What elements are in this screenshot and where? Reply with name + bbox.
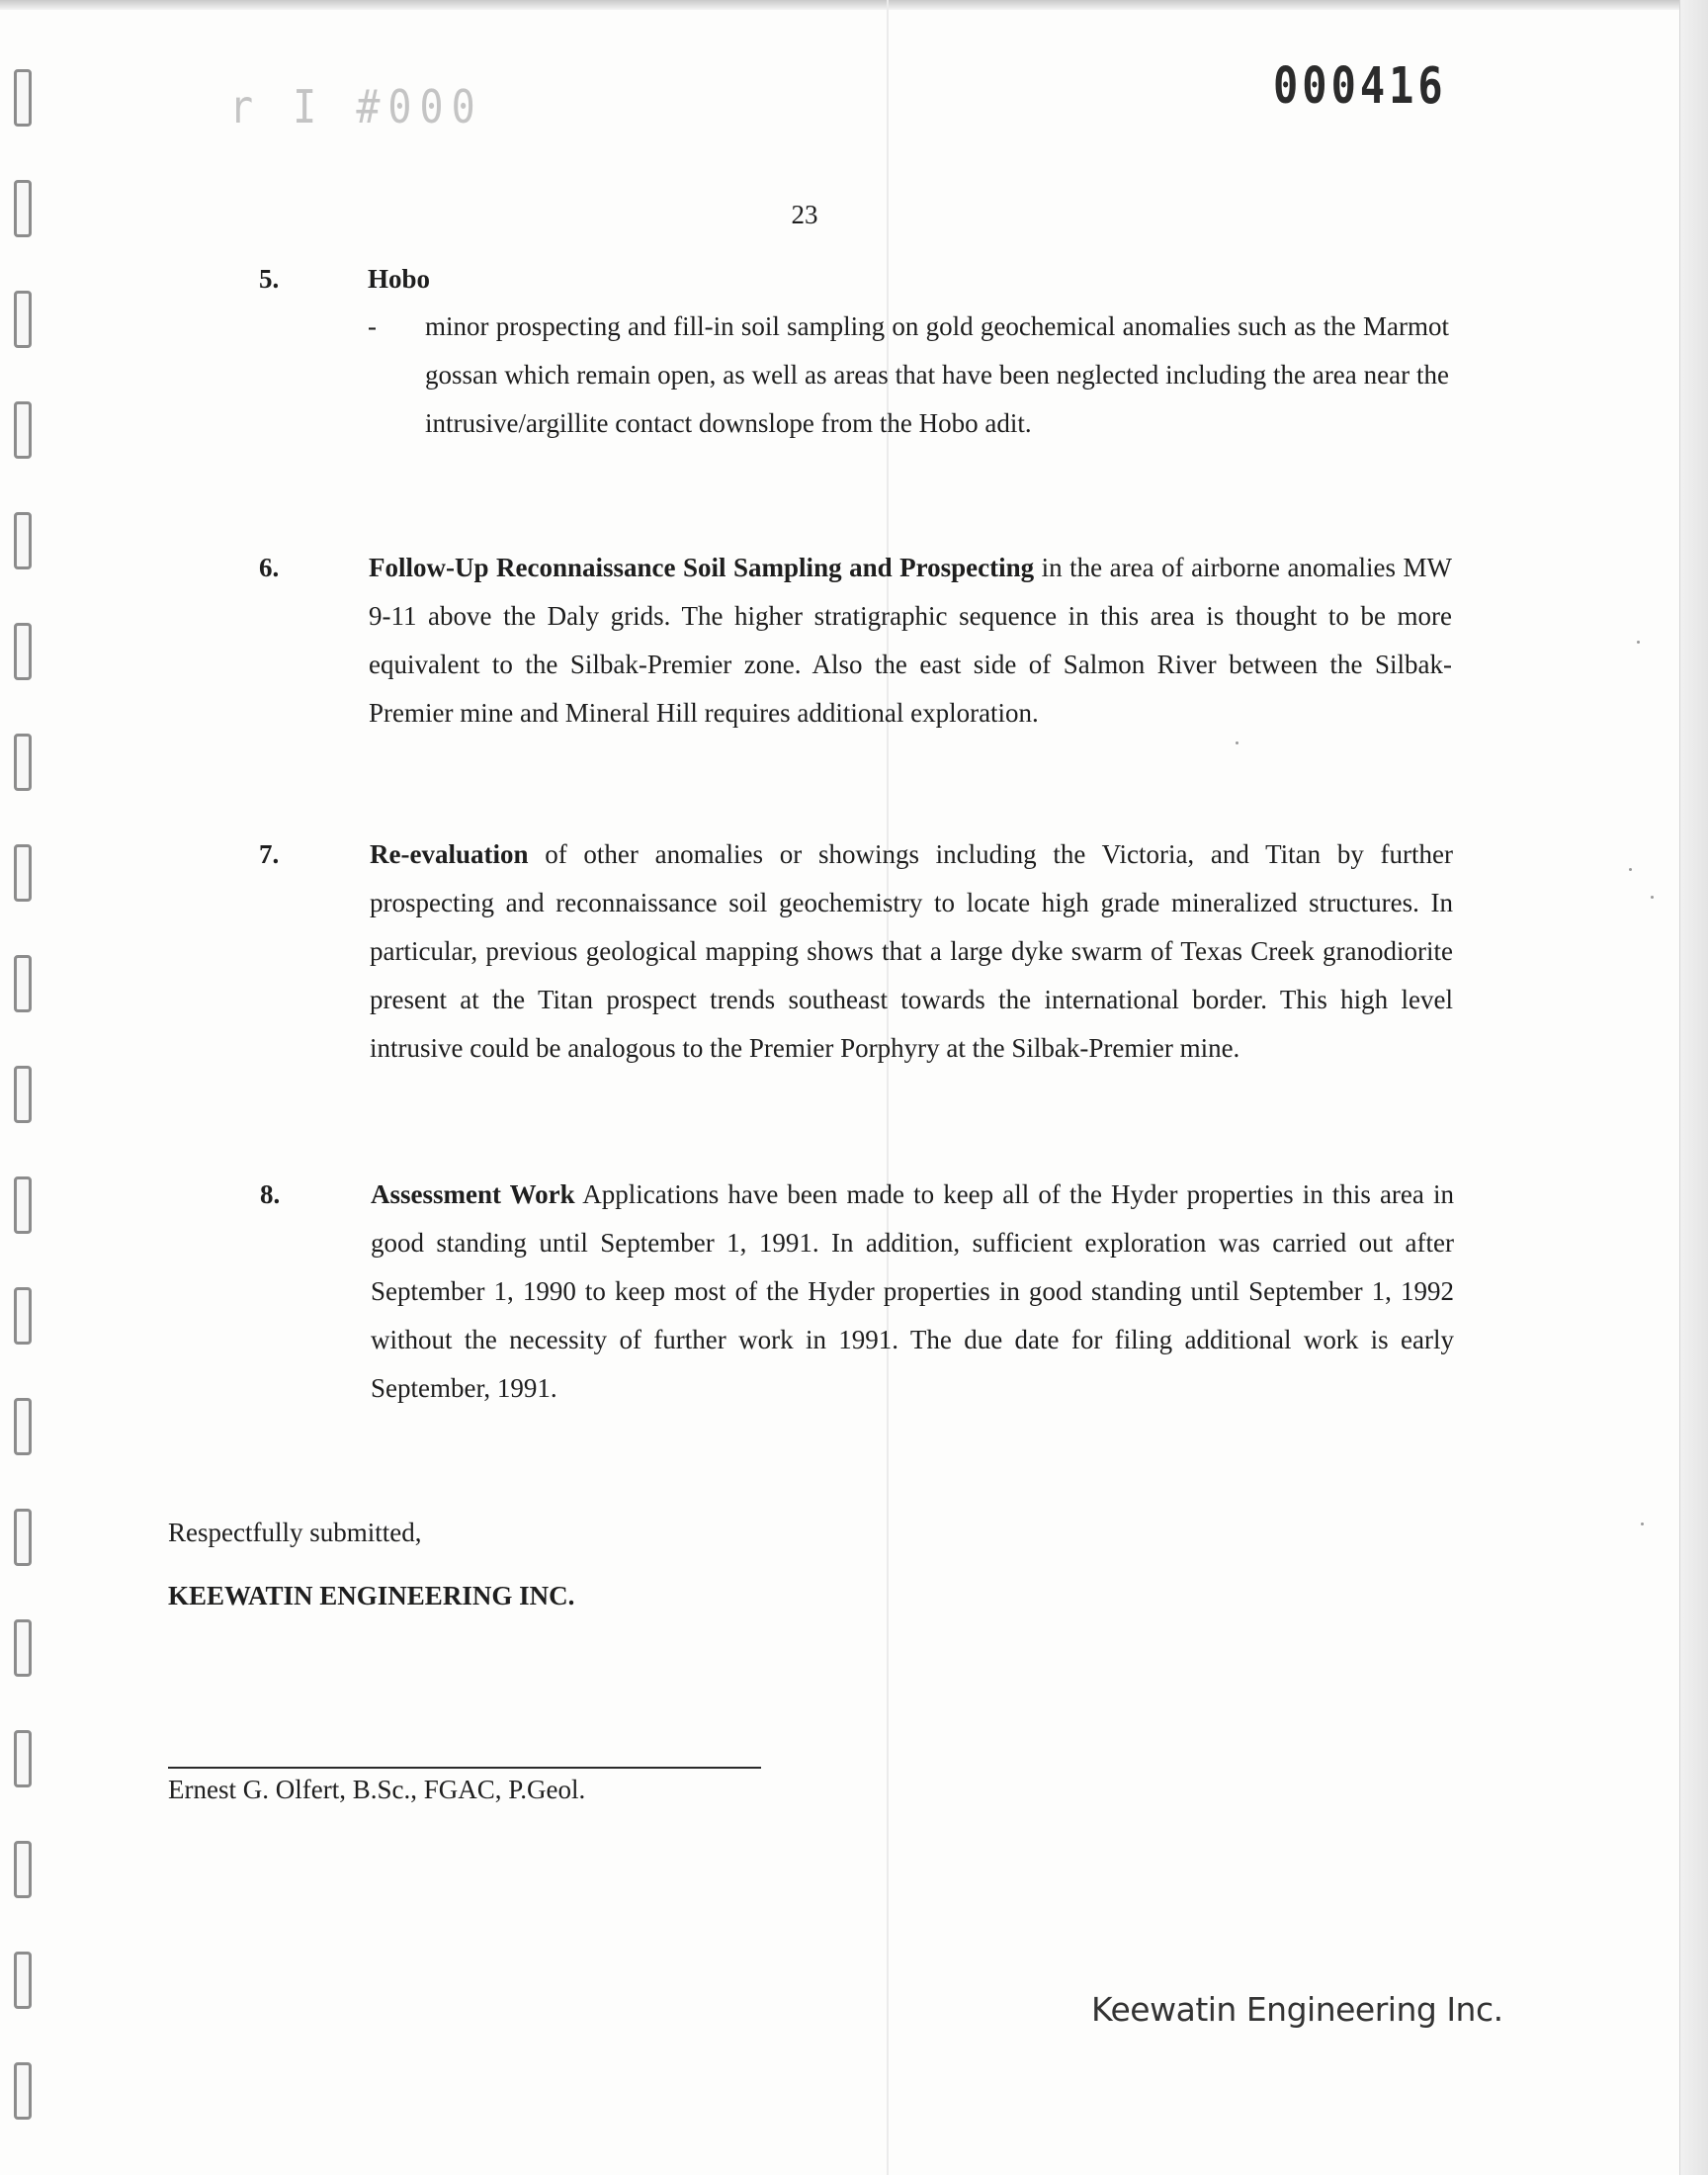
closing-salutation: Respectfully submitted, [168, 1518, 422, 1547]
paper-speck [1651, 896, 1654, 899]
item-heading: Re-evaluation [370, 839, 529, 869]
company-logo: Keewatin Engineering Inc. [1091, 1990, 1503, 2029]
binding-hole [14, 1952, 32, 2009]
spiral-binding [14, 69, 53, 2145]
item-text: in the area of airborne anomalies MW 9-11 above the Daly grids. The higher stratigraphic sequence in this area is thought to be more equivalent to the Silbak-Premier zone. Also the east side of Salmon River between the Silbak-Premier mine and Mineral Hill requires additional exploration. [369, 553, 1452, 728]
item-body [371, 1171, 1454, 1413]
page-right-edge [1679, 0, 1708, 2175]
binding-hole [14, 1176, 32, 1234]
item-body [369, 544, 1452, 738]
binding-hole [14, 1730, 32, 1787]
binding-hole [14, 1509, 32, 1566]
binding-hole [14, 69, 32, 127]
binding-hole [14, 844, 32, 902]
item-body: minor prospecting and fill-in soil sampling on gold geochemical anomalies such as the Marmot gossan which remain open, as well as areas that have been neglected including the area near the intrusive/argillite contact downslope from the Hobo adit. [425, 311, 1449, 438]
item-heading: Hobo [368, 264, 431, 294]
binding-hole [14, 1287, 32, 1345]
binding-hole [14, 734, 32, 791]
binding-hole [14, 2062, 32, 2120]
binding-hole [14, 623, 32, 680]
closing-company: KEEWATIN ENGINEERING INC. [168, 1581, 575, 1610]
binding-hole [14, 1619, 32, 1677]
signatory-name: Ernest G. Olfert, B.Sc., FGAC, P.Geol. [168, 1775, 586, 1804]
binding-hole [14, 512, 32, 569]
paper-speck [1641, 1522, 1644, 1525]
item-number: 7. [259, 839, 280, 869]
paper-speck [1629, 868, 1632, 871]
binding-hole [14, 401, 32, 459]
binding-hole [14, 1066, 32, 1123]
item-number: 5. [259, 264, 280, 294]
item-number: 8. [260, 1179, 281, 1209]
faint-stamp-number: r I #000 [229, 81, 483, 134]
item-body [370, 830, 1453, 1073]
paper-speck [1236, 741, 1238, 744]
paper-speck [1637, 641, 1640, 644]
binding-hole [14, 1398, 32, 1455]
binding-hole [14, 291, 32, 348]
item-heading: Assessment Work [371, 1179, 575, 1209]
page-number: 23 [791, 200, 818, 229]
item-text: Applications have been made to keep all of the Hyder properties in this area in good standing until September 1, 1991. In addition, sufficient exploration was carried out after September 1, 1990 to keep most of the Hyder properties in good standing until September 1, 1992 without the necessity of further work in 1991. The due date for filing additional work is early September, 1991. [371, 1179, 1454, 1403]
bullet-dash: - [368, 311, 377, 341]
item-number: 6. [259, 553, 280, 582]
document-number-stamp: 000416 [1273, 56, 1447, 115]
binding-hole [14, 955, 32, 1012]
binding-hole [14, 180, 32, 237]
item-text: of other anomalies or showings including the Victoria, and Titan by further prospecting and reconnaissance soil geochemistry to locate high grade mineralized structures. In particular, previous geological mapping shows that a large dyke swarm of Texas Creek granodiorite present at the Titan prospect trends southeast towards the international border. This high level intrusive could be analogous to the Premier Porphyry at the Silbak-Premier mine. [370, 839, 1453, 1063]
binding-hole [14, 1841, 32, 1898]
item-heading: Follow-Up Reconnaissance Soil Sampling and Prospecting [369, 553, 1035, 582]
page-top-edge [0, 0, 1680, 10]
